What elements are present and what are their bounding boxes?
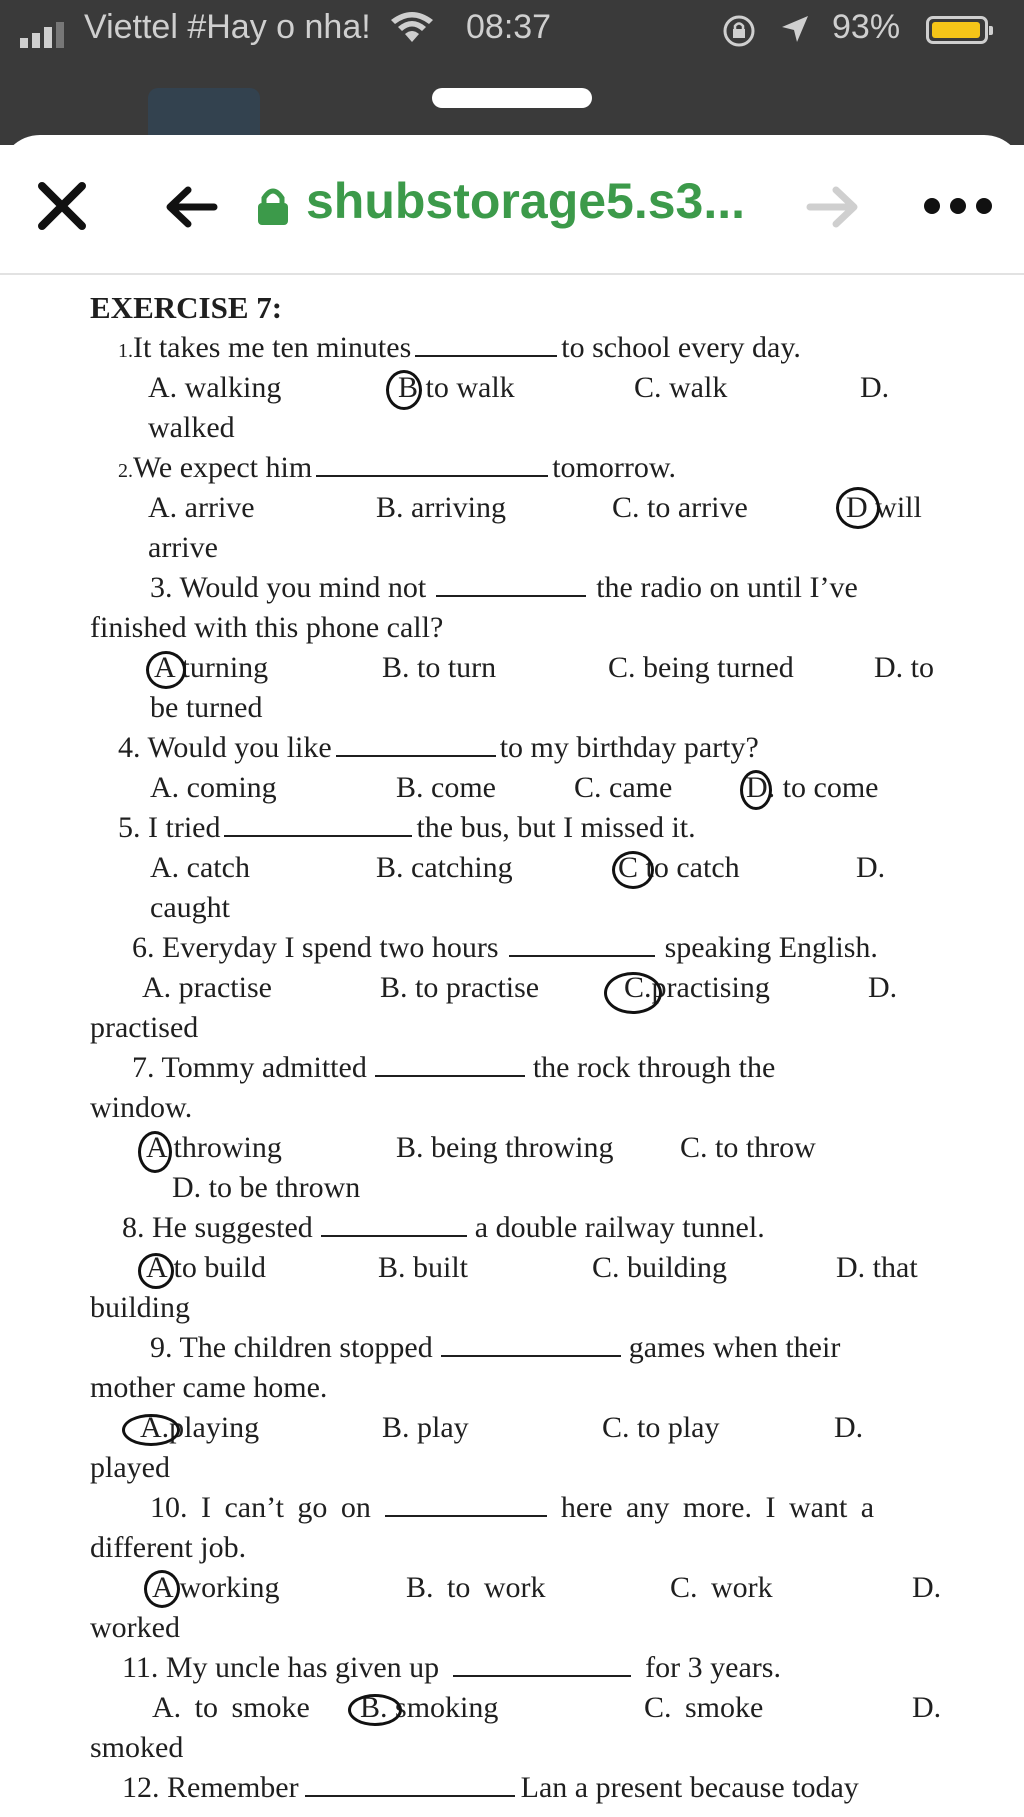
option-b: B. come (396, 771, 496, 804)
battery-icon (926, 16, 988, 44)
question-3: 3. Would you mind not the radio on until I’ve (150, 571, 858, 604)
option-b: B. catching (376, 851, 513, 884)
clock: 08:37 (466, 8, 552, 46)
answer-blank (305, 1769, 515, 1797)
back-arrow-icon[interactable] (162, 182, 218, 232)
question-5: 5. I tried the bus, but I missed it. (118, 811, 696, 844)
option-d: D. (860, 371, 890, 404)
question-9-wrap: mother came home. (90, 1371, 328, 1404)
battery-percent: 93% (832, 8, 901, 46)
question-7-wrap: window. (90, 1091, 193, 1124)
answer-circle (146, 651, 186, 689)
answer-circle (138, 1253, 174, 1289)
option-d-wrap: practised (90, 1011, 199, 1044)
option-c: C. to play (602, 1411, 720, 1444)
answer-circle (122, 1414, 180, 1446)
option-d: D. (912, 1571, 942, 1604)
option-d-wrap: worked (90, 1611, 180, 1644)
option-c-selected: C to catch (618, 851, 740, 884)
option-d-wrap: smoked (90, 1731, 184, 1764)
answer-circle (348, 1694, 402, 1726)
close-icon[interactable] (36, 180, 88, 232)
question-10-wrap: different job. (90, 1531, 247, 1564)
sheet-grabber[interactable] (432, 88, 592, 108)
question-2: 2.We expect him tomorrow. (118, 451, 677, 484)
option-a: A. to smoke (152, 1691, 310, 1724)
exercise-title: EXERCISE 7: (90, 290, 283, 325)
option-a-selected: A throwing (146, 1131, 282, 1164)
option-c: C. walk (634, 371, 728, 404)
option-a-selected: A to build (146, 1251, 267, 1284)
option-c: C. being turned (608, 651, 794, 684)
option-d-wrap: building (90, 1291, 191, 1324)
location-icon (780, 14, 810, 44)
option-c: C. work (670, 1571, 773, 1604)
option-c: C. to arrive (612, 491, 748, 524)
carrier-name: Viettel #Hay o nha! (84, 8, 371, 46)
answer-blank (436, 569, 586, 597)
answer-blank (321, 1209, 467, 1237)
option-d-selected: D. to come (746, 771, 879, 804)
answer-blank (441, 1329, 621, 1357)
lock-icon (256, 186, 290, 226)
forward-arrow-icon[interactable] (806, 182, 862, 232)
option-a-selected: A.playing (140, 1411, 260, 1444)
option-d-wrap: arrive (148, 531, 218, 564)
option-b: B. to work (406, 1571, 546, 1604)
wifi-icon (390, 10, 434, 44)
option-d: D. (856, 851, 886, 884)
option-b: B. arriving (376, 491, 506, 524)
question-1: 1.It takes me ten minutes to school every day. (118, 331, 801, 364)
option-c-selected: C.practising (624, 971, 770, 1004)
question-8: 8. He suggested a double railway tunnel. (122, 1211, 765, 1244)
address-bar-url[interactable]: shubstorage5.s3... (306, 173, 746, 229)
option-b: B. to turn (382, 651, 497, 684)
option-d: D. (834, 1411, 864, 1444)
option-c: C. came (574, 771, 673, 804)
option-b-selected: B. smoking (360, 1691, 499, 1724)
answer-blank (224, 809, 412, 837)
answer-blank (415, 329, 557, 357)
option-d: D. (912, 1691, 942, 1724)
option-d-wrap: walked (148, 411, 235, 444)
answer-blank (316, 449, 548, 477)
option-d: D. to be thrown (172, 1171, 361, 1204)
answer-blank (385, 1489, 547, 1517)
option-a: A. walking (148, 371, 282, 404)
option-a-selected: A working (152, 1571, 280, 1604)
option-b: B. to practise (380, 971, 540, 1004)
option-b-selected: B to walk (398, 371, 515, 404)
question-9: 9. The children stopped games when their (150, 1331, 841, 1364)
answer-circle (144, 1570, 180, 1608)
option-a: A. arrive (148, 491, 255, 524)
question-7: 7. Tommy admitted the rock through the (132, 1051, 776, 1084)
option-d: D. (868, 971, 898, 1004)
option-d-wrap: be turned (150, 691, 263, 724)
option-d: D. to (874, 651, 934, 684)
option-a: A. practise (142, 971, 272, 1004)
question-10: 10. I can’t go on here any more. I want a (150, 1491, 875, 1524)
option-d-selected: D will (846, 491, 922, 524)
answer-blank (453, 1649, 631, 1677)
option-c: C. building (592, 1251, 728, 1284)
answer-blank (336, 729, 496, 757)
option-a: A. coming (150, 771, 277, 804)
answer-blank (375, 1049, 525, 1077)
answer-circle (612, 851, 654, 889)
rotation-lock-icon (722, 14, 756, 48)
question-4: 4. Would you like to my birthday party? (118, 731, 759, 764)
signal-icon (20, 22, 70, 48)
option-d: D. that (836, 1251, 918, 1284)
more-icon[interactable] (922, 196, 994, 216)
option-b: B. being throwing (396, 1131, 614, 1164)
question-11: 11. My uncle has given up for 3 years. (122, 1651, 781, 1684)
option-a: A. catch (150, 851, 250, 884)
option-d-wrap: caught (150, 891, 230, 924)
answer-circle (386, 370, 422, 410)
answer-circle (836, 487, 880, 529)
option-b: B. play (382, 1411, 469, 1444)
answer-circle (740, 770, 772, 810)
question-12: 12. Remember Lan a present because today (122, 1771, 859, 1804)
option-b: B. built (378, 1251, 469, 1284)
option-a-selected: A turning (154, 651, 269, 684)
answer-circle (604, 972, 662, 1014)
option-d-wrap: played (90, 1451, 170, 1484)
option-c: C. smoke (644, 1691, 764, 1724)
question-6: 6. Everyday I spend two hours speaking English. (132, 931, 878, 964)
answer-blank (509, 929, 655, 957)
option-c: C. to throw (680, 1131, 816, 1164)
answer-circle (138, 1131, 172, 1173)
status-bar (0, 0, 1024, 145)
question-3-wrap: finished with this phone call? (90, 611, 444, 644)
